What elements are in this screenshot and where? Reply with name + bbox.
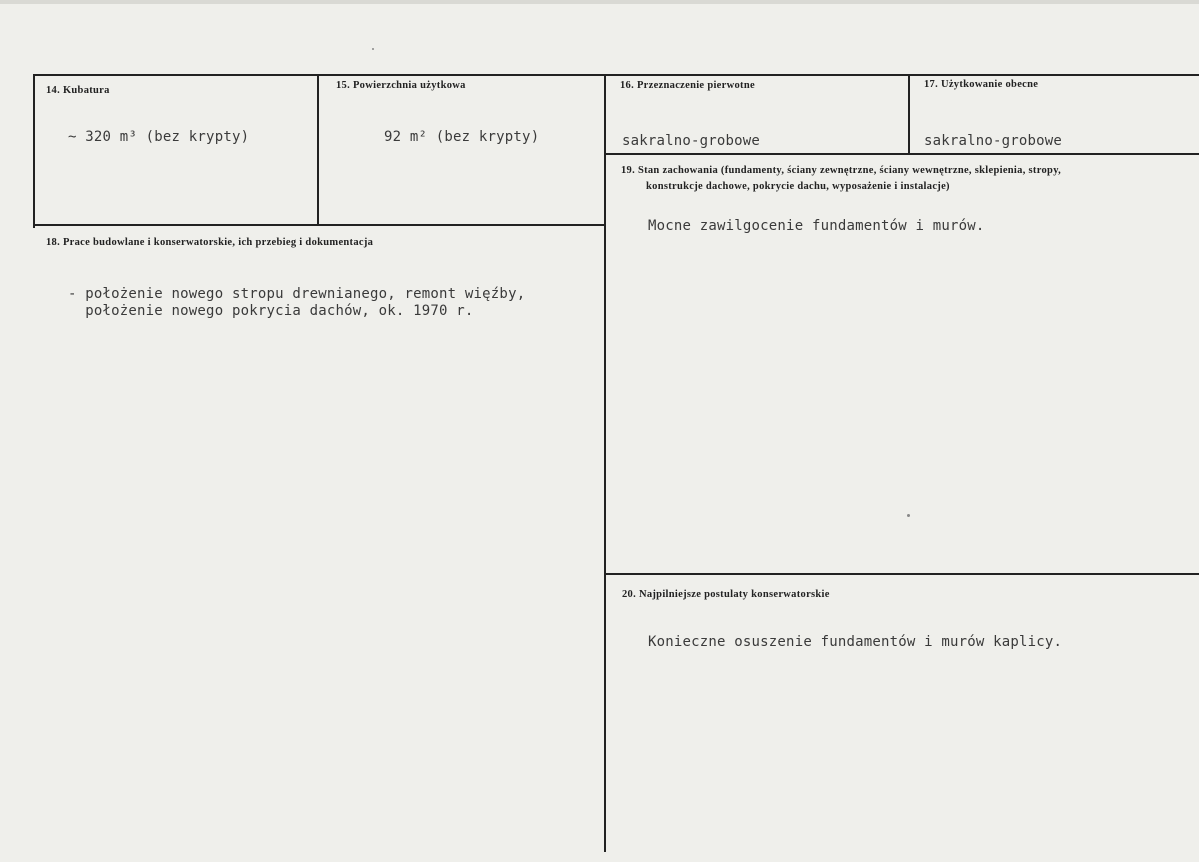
field-19-label-line-2: konstrukcje dachowe, pokrycie dachu, wyposażenie i instalacje) — [646, 181, 950, 192]
grid-line-14-15 — [317, 74, 319, 226]
field-19-value: Mocne zawilgocenie fundamentów i murów. — [648, 218, 985, 234]
field-20-value: Konieczne osuszenie fundamentów i murów kaplicy. — [648, 634, 1063, 650]
paper-speck — [372, 48, 374, 50]
paper-speck — [907, 514, 910, 517]
field-19-label-line-1: 19. Stan zachowania (fundamenty, ściany zewnętrzne, ściany wewnętrzne, sklepienia, stropy, — [621, 165, 1062, 176]
field-14-value: ~ 320 m³ (bez krypty) — [68, 129, 250, 145]
grid-line-left — [33, 74, 35, 228]
field-17-label: 17. Użytkowanie obecne — [924, 79, 1039, 90]
field-18-line-1: - położenie nowego stropu drewnianego, remont więźby, — [68, 286, 526, 302]
field-14-label: 14. Kubatura — [46, 85, 110, 96]
field-18-label: 18. Prace budowlane i konserwatorskie, ich przebieg i dokumentacja — [46, 237, 374, 248]
grid-line-under-16-17 — [604, 153, 1199, 155]
grid-line-15-16 — [604, 74, 606, 852]
grid-line-top — [33, 74, 1199, 76]
paper-top-edge — [0, 0, 1199, 4]
grid-line-16-17 — [908, 74, 910, 154]
field-15-label: 15. Powierzchnia użytkowa — [336, 80, 466, 91]
field-15-value: 92 m² (bez krypty) — [384, 129, 540, 145]
field-16-label: 16. Przeznaczenie pierwotne — [620, 80, 755, 91]
field-16-value: sakralno-grobowe — [622, 133, 761, 149]
grid-line-under-19 — [604, 573, 1199, 575]
field-18-line-2: położenie nowego pokrycia dachów, ok. 1970 r. — [68, 303, 474, 319]
field-20-label: 20. Najpilniejsze postulaty konserwatorskie — [622, 589, 830, 600]
field-17-value: sakralno-grobowe — [924, 133, 1063, 149]
grid-line-under-14-15 — [33, 224, 606, 226]
